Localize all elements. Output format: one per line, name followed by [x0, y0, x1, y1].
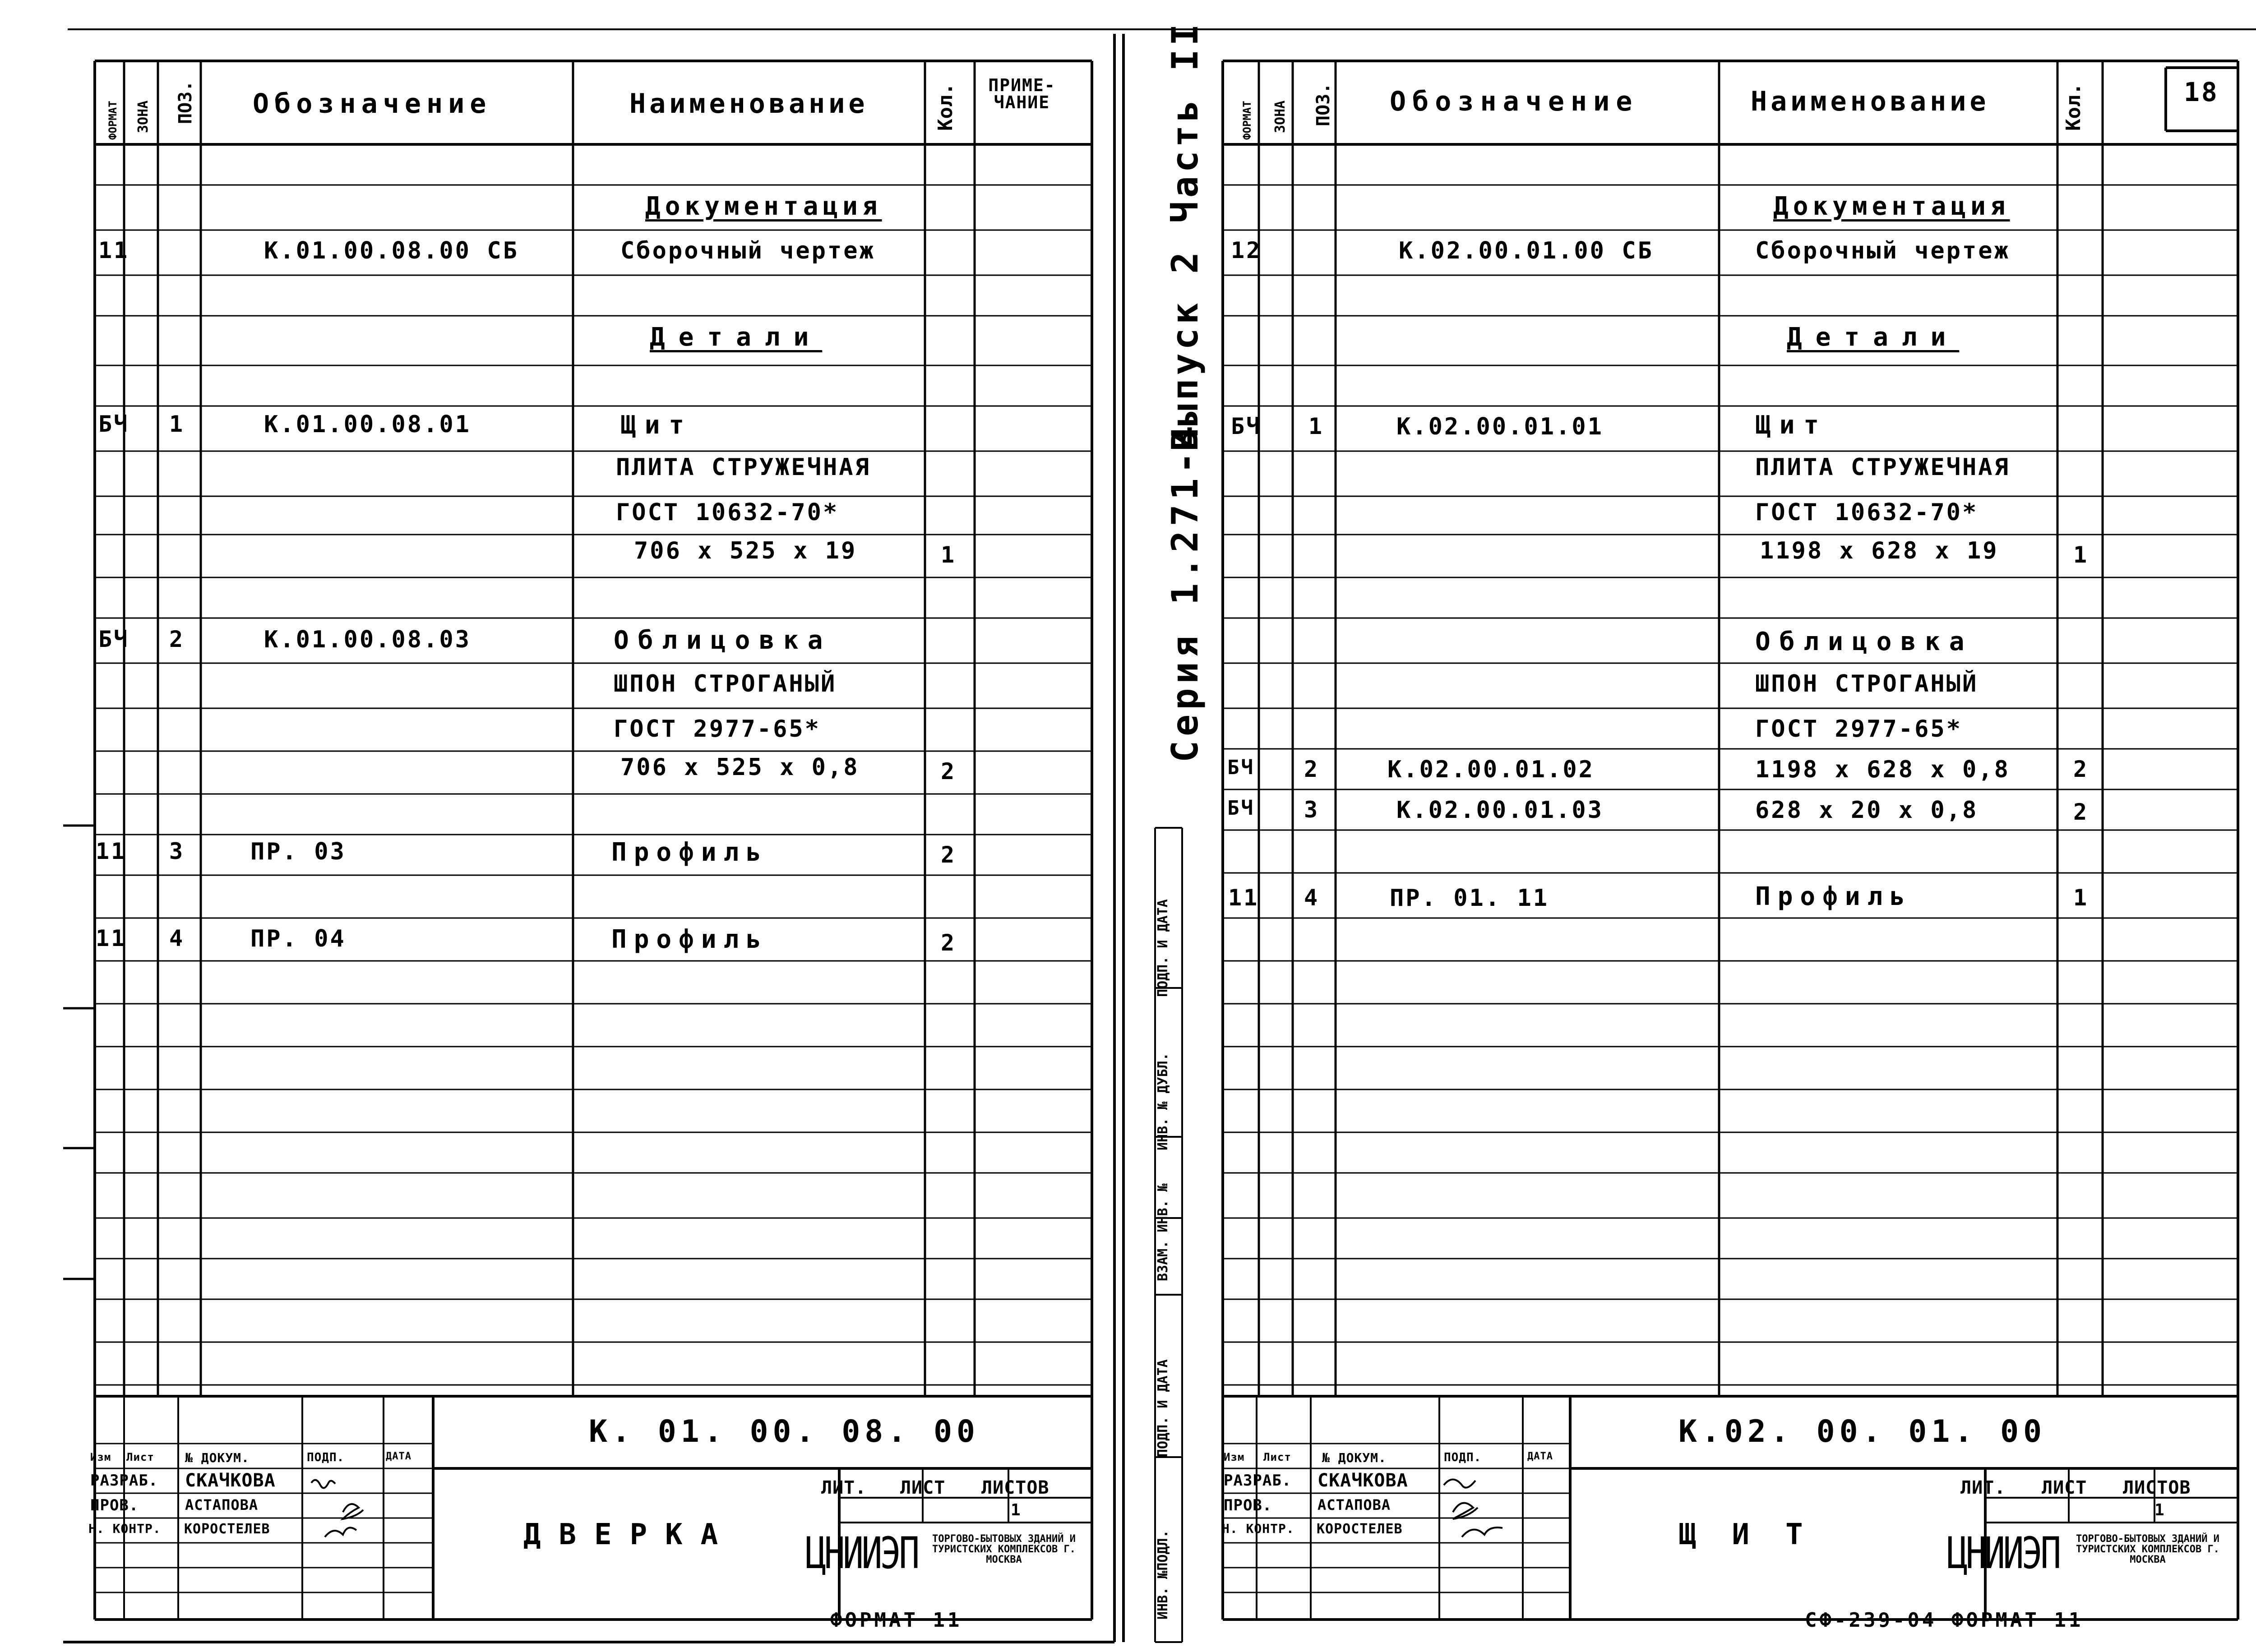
left-header-pos: ПОЗ.	[175, 80, 196, 124]
qty-cell: 1	[2073, 542, 2089, 568]
stamp-podp-data-1: ПОДП. И ДАТА	[1155, 1359, 1171, 1457]
col-doc: № ДОКУМ.	[1322, 1450, 1387, 1465]
right-header-zone: ЗОНА	[1272, 100, 1288, 133]
format-cell: БЧ	[1227, 756, 1255, 779]
name-cell: 1198 х 628 х 19	[1760, 537, 1999, 564]
format-cell: 11	[96, 925, 127, 951]
nkontr-label: Н. КОНТР.	[88, 1521, 161, 1536]
format-cell: 12	[1231, 237, 1262, 263]
pos-cell: 3	[1304, 797, 1320, 823]
stamp-vzam-inv: ВЗАМ. ИНВ. №	[1155, 1183, 1171, 1281]
lit-label: ЛИТ.	[821, 1477, 867, 1498]
right-header-designation: Обозначение	[1390, 86, 1639, 117]
name-cell: ГОСТ 10632-70*	[616, 499, 839, 526]
right-header-name: Наименование	[1751, 86, 1990, 117]
nkontr-name: КОРОСТЕЛЕВ	[1317, 1521, 1403, 1537]
pos-cell: 1	[1308, 413, 1324, 439]
signature-icon	[1439, 1472, 1521, 1539]
prov-name: АСТАПОВА	[1318, 1496, 1391, 1514]
stamp-inv-dubl: ИНВ. № ДУБЛ.	[1155, 1052, 1171, 1150]
sheet-number: 18	[2184, 77, 2219, 107]
name-cell: Профиль	[611, 838, 769, 867]
name-cell: ПЛИТА СТРУЖЕЧНАЯ	[1755, 454, 2010, 481]
name-cell: ШПОН СТРОГАНЫЙ	[1755, 670, 1979, 697]
name-cell: Сборочный чертеж	[620, 237, 875, 264]
col-date: ДАТА	[1527, 1451, 1553, 1462]
listov-value: 1	[1011, 1501, 1021, 1519]
qty-cell: 2	[941, 842, 957, 868]
designation-cell: К.02.00.01.03	[1396, 797, 1604, 824]
listov-label: ЛИСТОВ	[2123, 1477, 2191, 1498]
col-list: Лист	[1263, 1451, 1291, 1463]
qty-cell: 2	[941, 930, 957, 956]
razrab-name: СКАЧКОВА	[1318, 1470, 1408, 1491]
col-izm: Изм	[1224, 1451, 1245, 1463]
col-date: ДАТА	[386, 1451, 411, 1462]
name-cell: Профиль	[611, 925, 769, 954]
format-cell: 11	[1228, 885, 1259, 911]
designation-cell: К.01.00.08.00 СБ	[264, 237, 519, 264]
qty-cell: 2	[2073, 756, 2089, 782]
format-cell: БЧ	[98, 626, 129, 652]
razrab-label: РАЗРАБ.	[1224, 1472, 1292, 1490]
format-label: ФОРМАТ 11	[830, 1609, 962, 1632]
organization-text: ТОРГОВО-БЫТОВЫХ ЗДАНИЙ И ТУРИСТСКИХ КОМПЛЕКСОВ Г. МОСКВА	[2076, 1533, 2219, 1566]
left-header-format: ФОРМАТ	[106, 101, 119, 140]
razrab-label: РАЗРАБ.	[90, 1472, 158, 1490]
name-cell: ГОСТ 2977-65*	[614, 715, 821, 743]
col-sign: ПОДП.	[307, 1451, 345, 1464]
col-doc: № ДОКУМ.	[185, 1450, 250, 1465]
name-cell: Щит	[1755, 411, 1828, 440]
name-cell: Облицовка	[1755, 627, 1974, 656]
prov-label: ПРОВ.	[1224, 1496, 1272, 1514]
pos-cell: 4	[169, 925, 185, 951]
left-header-note: ПРИМЕ-ЧАНИЕ	[988, 75, 1056, 112]
series-label: Серия 1.271-4	[1164, 421, 1206, 762]
right-header-qty: Кол.	[2062, 83, 2085, 131]
pos-cell: 2	[169, 626, 185, 652]
format-cell: БЧ	[1231, 413, 1262, 439]
designation-cell: ПР. 03	[250, 838, 346, 865]
lit-label: ЛИТ.	[1960, 1477, 2006, 1498]
name-cell: 1198 х 628 х 0,8	[1755, 756, 2010, 783]
left-header-name: Наименование	[629, 88, 869, 120]
qty-cell: 2	[941, 758, 957, 784]
organization-text: ТОРГОВО-БЫТОВЫХ ЗДАНИЙ И ТУРИСТСКИХ КОМПЛЕКСОВ Г. МОСКВА	[932, 1533, 1076, 1566]
designation-cell: К.01.00.08.01	[264, 411, 471, 438]
format-cell: 11	[96, 838, 127, 864]
pos-cell: 3	[169, 838, 185, 864]
nkontr-label: Н. КОНТР.	[1222, 1521, 1294, 1536]
name-cell: ПЛИТА СТРУЖЕЧНАЯ	[616, 454, 871, 481]
drawing-title: ДВЕРКА	[523, 1518, 736, 1551]
organization-logo: ЦНИИЭП	[805, 1528, 918, 1578]
list-label: ЛИСТ	[2042, 1477, 2087, 1498]
listov-label: ЛИСТОВ	[981, 1477, 1049, 1498]
name-cell: 706 х 525 х 0,8	[620, 754, 860, 781]
qty-cell: 1	[941, 542, 957, 568]
right-header-pos: ПОЗ.	[1313, 83, 1334, 126]
format-cell: БЧ	[1227, 797, 1255, 820]
organization-logo: ЦНИИЭП	[1947, 1528, 2059, 1578]
col-list: Лист	[126, 1451, 154, 1463]
name-cell: Щит	[620, 411, 693, 440]
signature-icon	[307, 1472, 384, 1539]
list-label: ЛИСТ	[900, 1477, 946, 1498]
list-value: 1	[2154, 1501, 2165, 1519]
stamp-inv-podl: ИНВ. №ПОДЛ.	[1155, 1530, 1171, 1620]
drawing-code: К. 01. 00. 08. 00	[589, 1414, 980, 1449]
format-cell: БЧ	[98, 411, 129, 437]
prov-name: АСТАПОВА	[185, 1496, 259, 1514]
designation-cell: К.01.00.08.03	[264, 626, 471, 653]
designation-cell: ПР. 04	[250, 925, 346, 952]
right-section-documentation: Документация	[1773, 192, 2010, 221]
pos-cell: 4	[1304, 885, 1320, 911]
drawing-title: ЩИТ	[1678, 1518, 1839, 1551]
qty-cell: 2	[2073, 799, 2089, 825]
designation-cell: ПР. 01. 11	[1390, 885, 1549, 912]
name-cell: Сборочный чертеж	[1755, 237, 2010, 264]
designation-cell: К.02.00.01.01	[1396, 413, 1604, 440]
format-cell: 11	[98, 237, 129, 263]
qty-cell: 1	[2073, 885, 2089, 911]
nkontr-name: КОРОСТЕЛЕВ	[184, 1521, 270, 1537]
format-label: СФ-239-04 ФОРМАТ 11	[1805, 1609, 2084, 1632]
name-cell: ШПОН СТРОГАНЫЙ	[614, 670, 837, 697]
drawing-code: К.02. 00. 01. 00	[1678, 1414, 2047, 1449]
right-section-parts: Детали	[1787, 323, 1960, 352]
stamp-podp-data-2: ПОДП. И ДАТА	[1155, 899, 1171, 997]
left-section-documentation: Документация	[645, 192, 882, 221]
name-cell: ГОСТ 2977-65*	[1755, 715, 1962, 743]
issue-label: Выпуск 2 Часть II	[1164, 20, 1206, 451]
name-cell: 628 х 20 х 0,8	[1755, 797, 1979, 824]
col-izm: Изм	[90, 1451, 111, 1463]
designation-cell: К.02.00.01.00 СБ	[1399, 237, 1654, 264]
designation-cell: К.02.00.01.02	[1387, 756, 1595, 783]
name-cell: Профиль	[1755, 882, 1913, 911]
left-header-zone: ЗОНА	[135, 100, 151, 133]
left-header-designation: Обозначение	[253, 88, 492, 120]
prov-label: ПРОВ.	[90, 1496, 139, 1514]
col-sign: ПОДП.	[1444, 1451, 1482, 1464]
razrab-name: СКАЧКОВА	[185, 1470, 276, 1491]
right-header-format: ФОРМАТ	[1241, 101, 1253, 140]
left-header-qty: Кол.	[934, 83, 957, 131]
name-cell: ГОСТ 10632-70*	[1755, 499, 1979, 526]
pos-cell: 1	[169, 411, 185, 437]
left-section-parts: Детали	[650, 323, 823, 352]
name-cell: 706 х 525 х 19	[634, 537, 857, 564]
name-cell: Облицовка	[614, 626, 832, 655]
pos-cell: 2	[1304, 756, 1320, 782]
